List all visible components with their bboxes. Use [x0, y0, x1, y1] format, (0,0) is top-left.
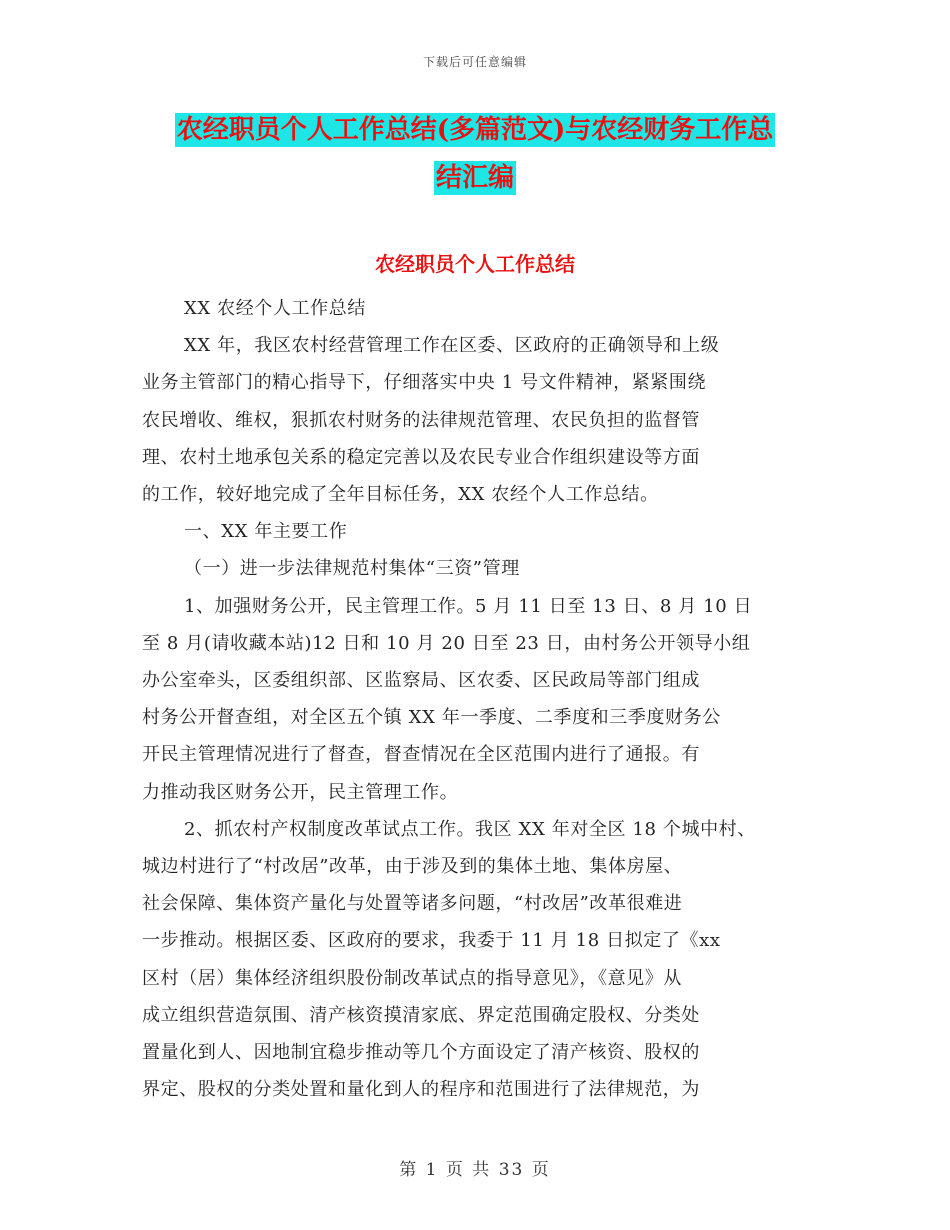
body-line: 至 8 月(请收藏本站)12 日和 10 月 20 日至 23 日，由村务公开领导小组: [142, 632, 751, 654]
body-line: 2、抓农村产权制度改革试点工作。我区 XX 年对全区 18 个城中村、: [184, 818, 756, 840]
body-line: 一步推动。根据区委、区政府的要求，我委于 11 月 18 日拟定了《xx: [142, 930, 721, 952]
body-line: 置量化到人、因地制宜稳步推动等几个方面设定了清产核资、股权的: [142, 1042, 700, 1064]
body-line: 一、XX 年主要工作: [184, 521, 348, 543]
header-note: 下载后可任意编辑: [422, 55, 527, 69]
body-line: 成立组织营造氛围、清产核资摸清家底、界定范围确定股权、分类处: [142, 1004, 700, 1026]
body-line: 区村（居）集体经济组织股份制改革试点的指导意见》，《意见》从: [142, 967, 682, 989]
body-line: （一）进一步法律规范村集体“三资”管理: [184, 558, 520, 580]
body-line: 的工作，较好地完成了全年目标任务，XX 农经个人工作总结。: [142, 484, 659, 506]
body-line: 界定、股权的分类处置和量化到人的程序和范围进行了法律规范，为: [142, 1079, 700, 1101]
body-line: 城边村进行了“村改居”改革，由于涉及到的集体土地、集体房屋、: [142, 856, 683, 878]
body-line: 理、农村土地承包关系的稳定完善以及农民专业合作组织建设等方面: [142, 446, 700, 468]
body-line: XX 农经个人工作总结: [184, 298, 366, 319]
body-line: 村务公开督查组，对全区五个镇 XX 年一季度、二季度和三季度财务公: [142, 707, 721, 729]
title-line-1: 农经职员个人工作总结(多篇范文)与农经财务工作总: [176, 115, 774, 145]
title-line-2: 结汇编: [435, 163, 514, 193]
body-line: 1、加强财务公开，民主管理工作。5 月 11 日至 13 日、8 月 10 日: [184, 595, 753, 617]
body-line: 农民增收、维权，狠抓农村财务的法律规范管理、农民负担的监督管: [142, 409, 700, 431]
document-title: [0, 106, 950, 202]
body-line: 力推动我区财务公开，民主管理工作。: [142, 781, 459, 803]
section-title: 农经职员个人工作总结: [375, 252, 575, 276]
body-line: 业务主管部门的精心指导下，仔细落实中央 1 号文件精神，紧紧围绕: [142, 372, 707, 394]
body-line: 社会保障、集体资产量化与处置等诸多问题，“村改居”改革很难进: [142, 893, 683, 915]
body-line: XX 年，我区农村经营管理工作在区委、区政府的正确领导和上级: [184, 335, 720, 357]
page-footer: 第 1 页 共 33 页: [399, 1160, 551, 1180]
document-body: [142, 290, 822, 1108]
body-line: 办公室牵头，区委组织部、区监察局、区农委、区民政局等部门组成: [142, 670, 700, 692]
body-line: 开民主管理情况进行了督查，督查情况在全区范围内进行了通报。有: [142, 744, 700, 766]
